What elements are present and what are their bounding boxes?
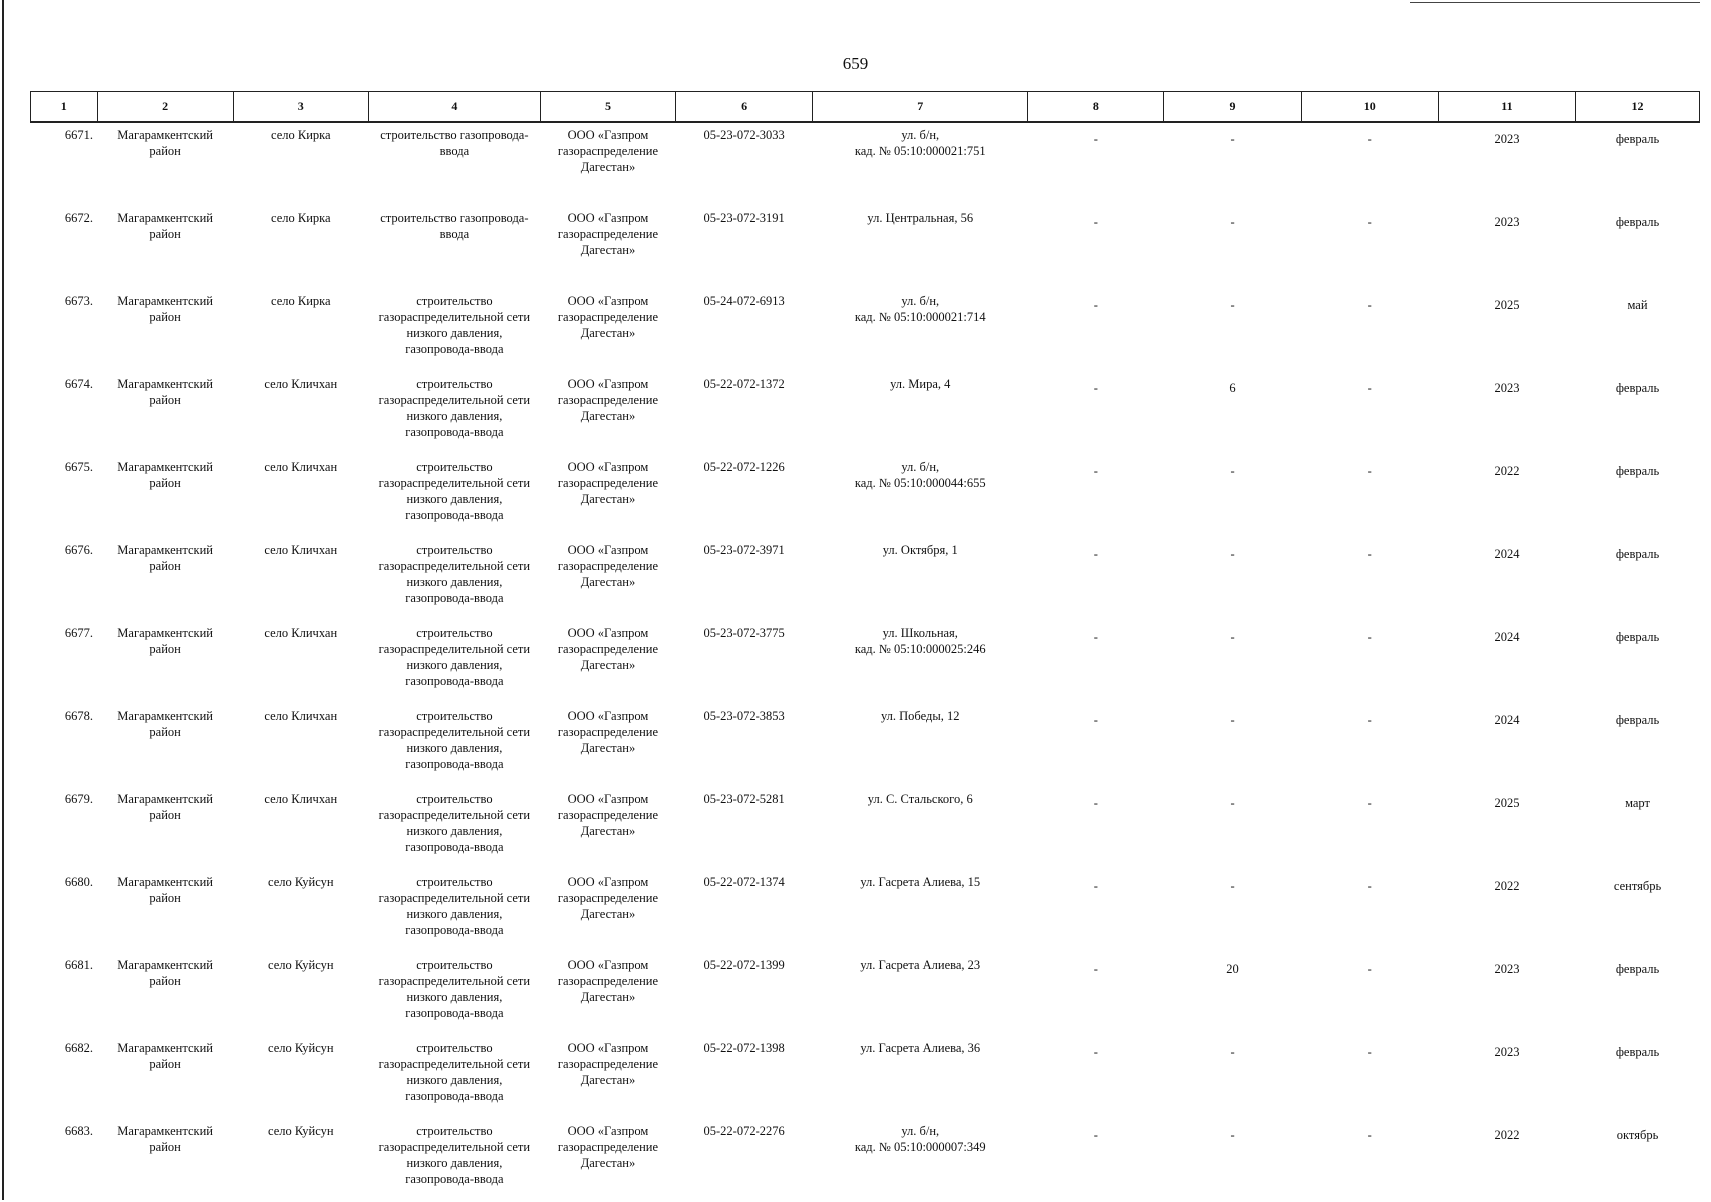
- organization-cell: ООО «Газпром газораспределение Дагестан»: [557, 1041, 659, 1087]
- row-number: 6672.: [64, 211, 94, 225]
- year-cell: 2023: [1494, 132, 1520, 146]
- object-code-cell: 05-24-072-6913: [703, 294, 785, 308]
- year-cell: 2024: [1494, 547, 1520, 561]
- column-header-5: 5: [540, 92, 675, 123]
- col9-cell: -: [1230, 1045, 1235, 1059]
- col9-cell: -: [1230, 713, 1235, 727]
- work-type-cell: строительство газопровода- ввода: [380, 128, 529, 158]
- address-cell: ул. б/н, кад. № 05:10:000021:751: [854, 128, 986, 158]
- work-type-cell: строительство газораспределительной сети низкого давления, газопровода-ввода: [378, 958, 531, 1020]
- month-cell: февраль: [1615, 1045, 1660, 1059]
- year-cell: 2024: [1494, 630, 1520, 644]
- address-cell: ул. Гасрета Алиева, 23: [860, 958, 981, 972]
- district-cell: Магарамкентский район: [117, 377, 213, 407]
- year-cell: 2022: [1494, 879, 1520, 893]
- work-type-cell: строительство газораспределительной сети низкого давления, газопровода-ввода: [378, 460, 531, 522]
- month-cell: февраль: [1615, 547, 1660, 561]
- district-cell: Магарамкентский район: [117, 460, 213, 490]
- year-cell: 2024: [1494, 713, 1520, 727]
- row-number: 6676.: [64, 543, 94, 557]
- work-type-cell: строительство газораспределительной сети низкого давления, газопровода-ввода: [378, 709, 531, 771]
- object-code-cell: 05-23-072-5281: [703, 792, 785, 806]
- col10-cell: -: [1367, 1045, 1372, 1059]
- organization-cell: ООО «Газпром газораспределение Дагестан»: [557, 1124, 659, 1170]
- settlement-cell: село Куйсун: [268, 1041, 334, 1055]
- page-left-border: [2, 0, 4, 1200]
- year-cell: 2025: [1494, 298, 1520, 312]
- address-cell: ул. Победы, 12: [880, 709, 960, 723]
- table-row: [31, 621, 1700, 704]
- settlement-cell: село Кирка: [271, 128, 331, 142]
- col10-cell: -: [1367, 464, 1372, 478]
- month-cell: март: [1625, 796, 1650, 810]
- column-header-10: 10: [1301, 92, 1438, 123]
- col8-cell: -: [1093, 796, 1098, 810]
- row-number: 6675.: [64, 460, 94, 474]
- district-cell: Магарамкентский район: [117, 626, 213, 656]
- col8-cell: -: [1093, 547, 1098, 561]
- organization-cell: ООО «Газпром газораспределение Дагестан»: [557, 958, 659, 1004]
- col9-cell: -: [1230, 547, 1235, 561]
- column-header-8: 8: [1028, 92, 1164, 123]
- settlement-cell: село Кличхан: [264, 543, 338, 557]
- year-cell: 2023: [1494, 215, 1520, 229]
- col9-cell: 6: [1229, 381, 1236, 395]
- table-row: [31, 704, 1700, 787]
- organization-cell: ООО «Газпром газораспределение Дагестан»: [557, 460, 659, 506]
- col8-cell: -: [1093, 381, 1098, 395]
- table-row: [31, 455, 1700, 538]
- settlement-cell: село Кличхан: [264, 626, 338, 640]
- district-cell: Магарамкентский район: [117, 792, 213, 822]
- row-number: 6671.: [64, 128, 94, 142]
- col9-cell: -: [1230, 215, 1235, 229]
- col9-cell: -: [1230, 298, 1235, 312]
- row-number: 6673.: [64, 294, 94, 308]
- column-header-4: 4: [368, 92, 540, 123]
- address-cell: ул. Мира, 4: [890, 377, 951, 391]
- month-cell: февраль: [1615, 962, 1660, 976]
- address-cell: ул. б/н, кад. № 05:10:000021:714: [854, 294, 986, 324]
- table-row: [31, 206, 1700, 289]
- year-cell: 2022: [1494, 464, 1520, 478]
- col8-cell: -: [1093, 1128, 1098, 1142]
- table-row: [31, 538, 1700, 621]
- object-code-cell: 05-22-072-1372: [703, 377, 785, 391]
- district-cell: Магарамкентский район: [117, 1124, 213, 1154]
- work-type-cell: строительство газопровода- ввода: [380, 211, 529, 241]
- table-row: [31, 372, 1700, 455]
- settlement-cell: село Кирка: [271, 294, 331, 308]
- page-number: 659: [842, 54, 869, 73]
- col9-cell: -: [1230, 1128, 1235, 1142]
- column-header-3: 3: [233, 92, 368, 123]
- organization-cell: ООО «Газпром газораспределение Дагестан»: [557, 543, 659, 589]
- work-type-cell: строительство газораспределительной сети низкого давления, газопровода-ввода: [378, 626, 531, 688]
- address-cell: ул. Центральная, 56: [867, 211, 974, 225]
- col10-cell: -: [1367, 879, 1372, 893]
- table-body: [31, 122, 1700, 1202]
- row-number: 6682.: [64, 1041, 94, 1055]
- object-code-cell: 05-22-072-1374: [703, 875, 785, 889]
- settlement-cell: село Кличхан: [264, 460, 338, 474]
- col9-cell: -: [1230, 630, 1235, 644]
- work-type-cell: строительство газораспределительной сети низкого давления, газопровода-ввода: [378, 875, 531, 937]
- district-cell: Магарамкентский район: [117, 211, 213, 241]
- col10-cell: -: [1367, 796, 1372, 810]
- organization-cell: ООО «Газпром газораспределение Дагестан»: [557, 211, 659, 257]
- month-cell: февраль: [1615, 132, 1660, 146]
- table-row: [31, 953, 1700, 1036]
- settlement-cell: село Кирка: [271, 211, 331, 225]
- address-cell: ул. Школьная, кад. № 05:10:000025:246: [854, 626, 986, 656]
- district-cell: Магарамкентский район: [117, 875, 213, 905]
- col10-cell: -: [1367, 215, 1372, 229]
- column-header-9: 9: [1164, 92, 1301, 123]
- col10-cell: -: [1367, 298, 1372, 312]
- month-cell: февраль: [1615, 713, 1660, 727]
- settlement-cell: село Куйсун: [268, 1124, 334, 1138]
- row-number: 6680.: [64, 875, 94, 889]
- month-cell: февраль: [1615, 215, 1660, 229]
- registry-table: [30, 91, 1700, 1202]
- row-number: 6678.: [64, 709, 94, 723]
- table-row: [31, 122, 1700, 206]
- address-cell: ул. С. Стальского, 6: [867, 792, 973, 806]
- object-code-cell: 05-23-072-3191: [703, 211, 785, 225]
- month-cell: май: [1627, 298, 1648, 312]
- settlement-cell: село Кличхан: [264, 377, 338, 391]
- table-row: [31, 870, 1700, 953]
- organization-cell: ООО «Газпром газораспределение Дагестан»: [557, 128, 659, 174]
- col10-cell: -: [1367, 713, 1372, 727]
- row-number: 6683.: [64, 1124, 94, 1138]
- row-number: 6674.: [64, 377, 94, 391]
- col8-cell: -: [1093, 132, 1098, 146]
- year-cell: 2025: [1494, 796, 1520, 810]
- col8-cell: -: [1093, 962, 1098, 976]
- object-code-cell: 05-23-072-3971: [703, 543, 785, 557]
- district-cell: Магарамкентский район: [117, 1041, 213, 1071]
- col9-cell: -: [1230, 464, 1235, 478]
- address-cell: ул. Октября, 1: [882, 543, 958, 557]
- object-code-cell: 05-22-072-1399: [703, 958, 785, 972]
- district-cell: Магарамкентский район: [117, 543, 213, 573]
- settlement-cell: село Куйсун: [268, 958, 334, 972]
- table-row: [31, 787, 1700, 870]
- month-cell: февраль: [1615, 464, 1660, 478]
- col8-cell: -: [1093, 1045, 1098, 1059]
- table-row: [31, 1119, 1700, 1202]
- address-cell: ул. б/н, кад. № 05:10:000044:655: [854, 460, 986, 490]
- column-header-2: 2: [97, 92, 233, 123]
- organization-cell: ООО «Газпром газораспределение Дагестан»: [557, 626, 659, 672]
- col8-cell: -: [1093, 215, 1098, 229]
- district-cell: Магарамкентский район: [117, 709, 213, 739]
- year-cell: 2023: [1494, 1045, 1520, 1059]
- year-cell: 2023: [1494, 381, 1520, 395]
- work-type-cell: строительство газораспределительной сети низкого давления, газопровода-ввода: [378, 294, 531, 356]
- object-code-cell: 05-23-072-3033: [703, 128, 785, 142]
- table-row: [31, 289, 1700, 372]
- month-cell: сентябрь: [1613, 879, 1662, 893]
- col9-cell: -: [1230, 132, 1235, 146]
- address-cell: ул. Гасрета Алиева, 15: [860, 875, 981, 889]
- district-cell: Магарамкентский район: [117, 294, 213, 324]
- month-cell: октябрь: [1616, 1128, 1659, 1142]
- address-cell: ул. Гасрета Алиева, 36: [860, 1041, 981, 1055]
- work-type-cell: строительство газораспределительной сети низкого давления, газопровода-ввода: [378, 1124, 531, 1186]
- column-header-11: 11: [1438, 92, 1575, 123]
- district-cell: Магарамкентский район: [117, 128, 213, 158]
- work-type-cell: строительство газораспределительной сети низкого давления, газопровода-ввода: [378, 792, 531, 854]
- col10-cell: -: [1367, 547, 1372, 561]
- row-number: 6679.: [64, 792, 94, 806]
- district-cell: Магарамкентский район: [117, 958, 213, 988]
- row-number: 6677.: [64, 626, 94, 640]
- col10-cell: -: [1367, 962, 1372, 976]
- col8-cell: -: [1093, 298, 1098, 312]
- col10-cell: -: [1367, 630, 1372, 644]
- header-row: [31, 92, 1700, 123]
- organization-cell: ООО «Газпром газораспределение Дагестан»: [557, 294, 659, 340]
- table-row: [31, 1036, 1700, 1119]
- year-cell: 2023: [1494, 962, 1520, 976]
- col8-cell: -: [1093, 879, 1098, 893]
- page-top-rule: [1410, 2, 1700, 3]
- col8-cell: -: [1093, 464, 1098, 478]
- settlement-cell: село Кличхан: [264, 709, 338, 723]
- organization-cell: ООО «Газпром газораспределение Дагестан»: [557, 377, 659, 423]
- organization-cell: ООО «Газпром газораспределение Дагестан»: [557, 875, 659, 921]
- year-cell: 2022: [1494, 1128, 1520, 1142]
- work-type-cell: строительство газораспределительной сети низкого давления, газопровода-ввода: [378, 543, 531, 605]
- column-header-12: 12: [1576, 92, 1700, 123]
- settlement-cell: село Куйсун: [268, 875, 334, 889]
- work-type-cell: строительство газораспределительной сети низкого давления, газопровода-ввода: [378, 1041, 531, 1103]
- object-code-cell: 05-23-072-3853: [703, 709, 785, 723]
- organization-cell: ООО «Газпром газораспределение Дагестан»: [557, 792, 659, 838]
- object-code-cell: 05-23-072-3775: [703, 626, 785, 640]
- col10-cell: -: [1367, 381, 1372, 395]
- column-header-7: 7: [813, 92, 1028, 123]
- column-header-6: 6: [676, 92, 813, 123]
- col9-cell: -: [1230, 796, 1235, 810]
- object-code-cell: 05-22-072-2276: [703, 1124, 785, 1138]
- col10-cell: -: [1367, 1128, 1372, 1142]
- month-cell: февраль: [1615, 381, 1660, 395]
- object-code-cell: 05-22-072-1398: [703, 1041, 785, 1055]
- row-number: 6681.: [64, 958, 94, 972]
- settlement-cell: село Кличхан: [264, 792, 338, 806]
- column-header-1: 1: [31, 92, 98, 123]
- organization-cell: ООО «Газпром газораспределение Дагестан»: [557, 709, 659, 755]
- col10-cell: -: [1367, 132, 1372, 146]
- col8-cell: -: [1093, 713, 1098, 727]
- work-type-cell: строительство газораспределительной сети низкого давления, газопровода-ввода: [378, 377, 531, 439]
- col9-cell: 20: [1226, 962, 1239, 976]
- col8-cell: -: [1093, 630, 1098, 644]
- address-cell: ул. б/н, кад. № 05:10:000007:349: [854, 1124, 986, 1154]
- col9-cell: -: [1230, 879, 1235, 893]
- object-code-cell: 05-22-072-1226: [703, 460, 785, 474]
- month-cell: февраль: [1615, 630, 1660, 644]
